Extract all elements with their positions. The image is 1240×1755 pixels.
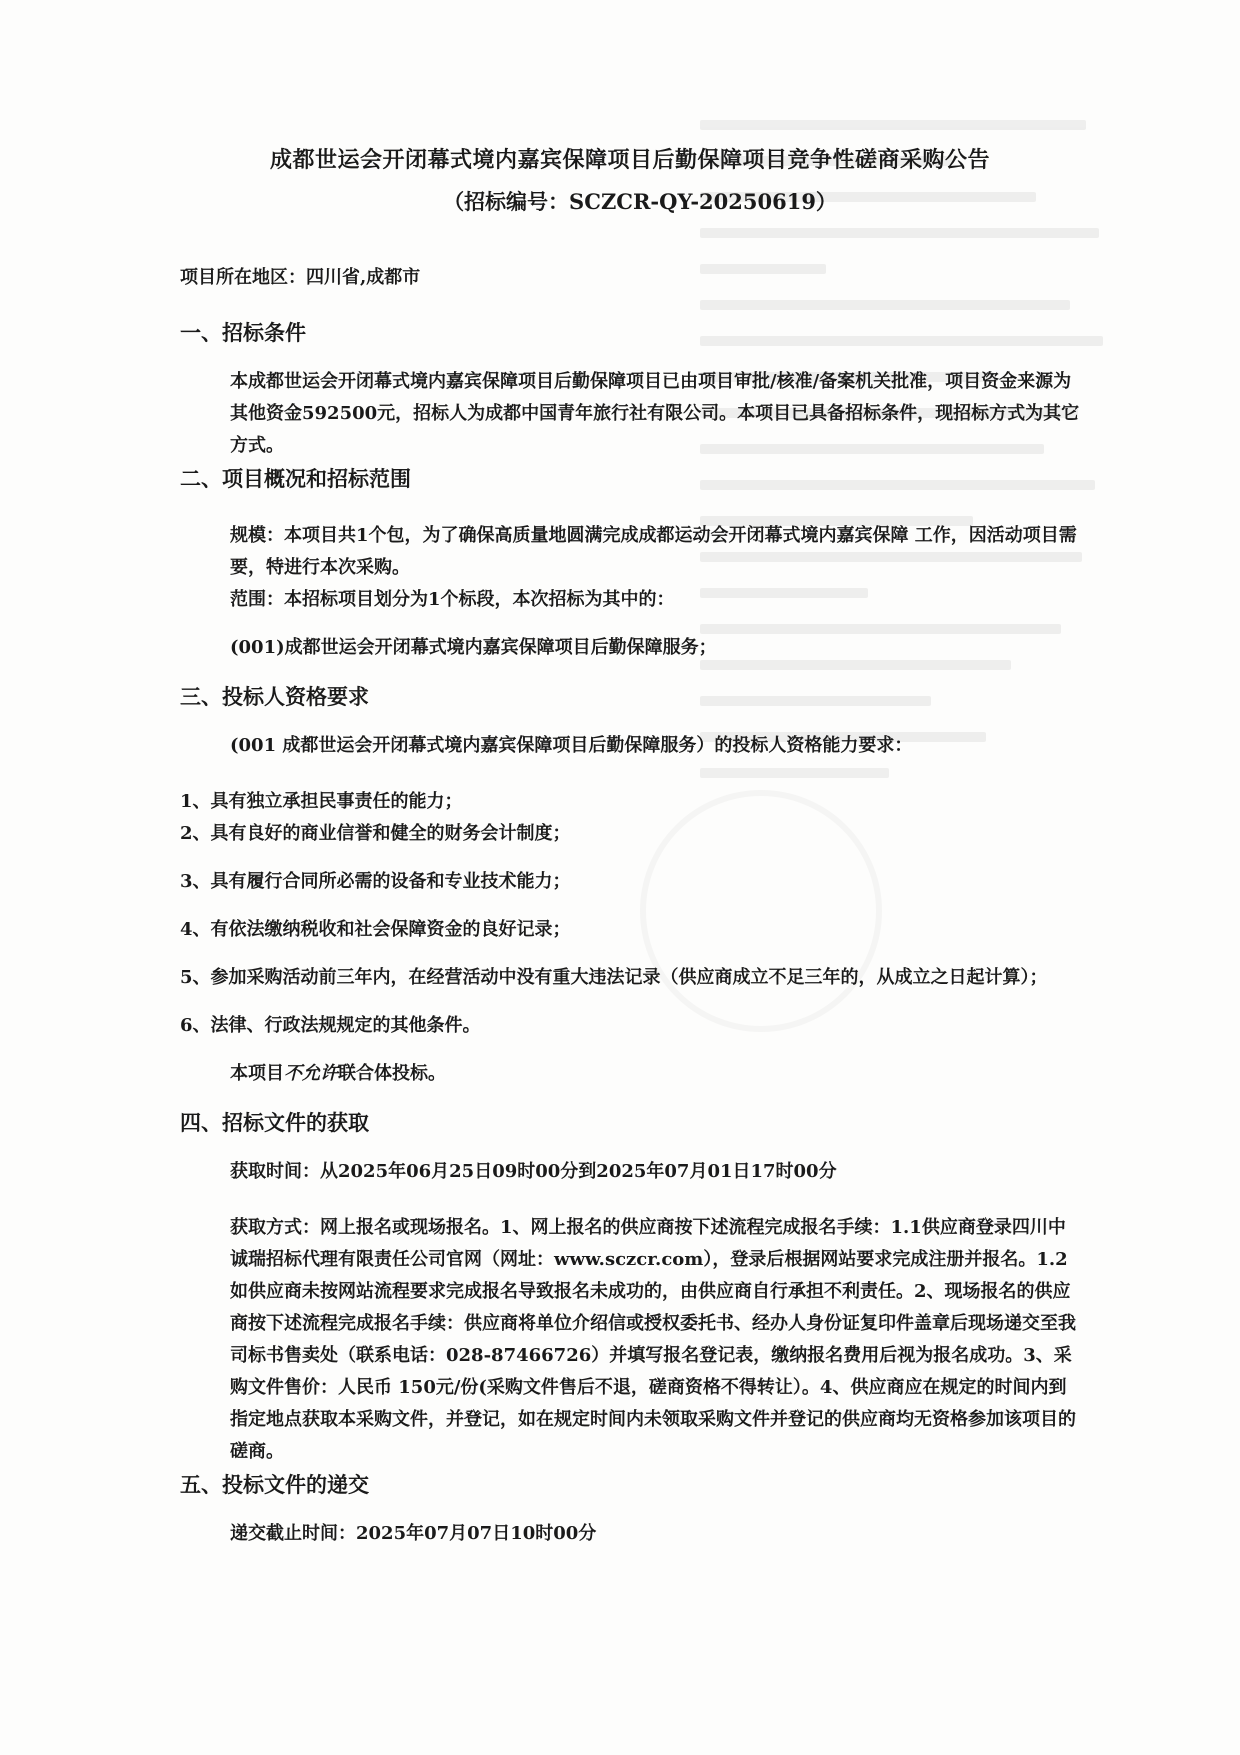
section-1-body: 本成都世运会开闭幕式境内嘉宾保障项目后勤保障项目已由项目审批/核准/备案机关批准，项目资金来源为其他资金592500元，招标人为成都中国青年旅行社有限公司。本项目已具备招标条件，现招标方式为其它方式。 xyxy=(230,371,1080,456)
requirement-item: 2、具有良好的商业信誉和健全的财务会计制度； xyxy=(180,823,571,844)
project-region: 项目所在地区：四川省,成都市 xyxy=(180,267,421,288)
section-2-scale: 规模：本项目共1个包，为了确保高质量地圆满完成成都运动会开闭幕式境内嘉宾保障 工作，因活动项目需要，特进行本次采购。 xyxy=(230,525,1077,578)
section-2-heading: 二、项目概况和招标范围 xyxy=(180,466,411,491)
consortium-post: 联合体投标。 xyxy=(338,1063,446,1084)
document-title: 成都世运会开闭幕式境内嘉宾保障项目后勤保障项目竞争性磋商采购公告 xyxy=(269,147,990,173)
requirement-item: 5、参加采购活动前三年内，在经营活动中没有重大违法记录（供应商成立不足三年的，从成立之日起计算）； xyxy=(180,967,1048,988)
section-2-lot: (001)成都世运会开闭幕式境内嘉宾保障项目后勤保障服务； xyxy=(230,637,717,658)
section-5-heading: 五、投标文件的递交 xyxy=(180,1472,369,1497)
section-4-heading: 四、招标文件的获取 xyxy=(180,1110,369,1135)
section-4-method: 获取方式：网上报名或现场报名。1、网上报名的供应商按下述流程完成报名手续：1.1供应商登录四川中诚瑞招标代理有限责任公司官网（网址：www.sczcr.com），登录后根据网站要求完成注册并报名。1.2 如供应商未按网站流程要求完成报名导致报名未成功的，由供应商自行承担不利责任。2、现场报名的供应商按下述流程完成报名手续：供应商将单位介绍信或授权委托书、经办人身份证复印件盖章后现场递交至我司标书售卖处（联系电话：028-87466726）并填写报名登记表，缴纳报名费用后视为报名成功。3、采购文件售价：人民币 150元/份(采购文件售后不退，磋商资格不得转让）。4、供应商应在规定的时间内到指定地点获取本采购文件，并登记，如在规定时间内未领取采购文件并登记的供应商均无资格参加该项目的磋商。 xyxy=(230,1217,1076,1462)
consortium-note xyxy=(180,1058,1080,1090)
consortium-emphasis: 不允许 xyxy=(284,1063,338,1084)
tender-code: （招标编号：SCZCR-QY-20250619） xyxy=(443,189,837,214)
requirement-item: 1、具有独立承担民事责任的能力； xyxy=(180,791,463,812)
section-2-scope: 范围：本招标项目划分为1个标段，本次招标为其中的： xyxy=(230,589,675,610)
requirement-item: 4、有依法缴纳税收和社会保障资金的良好记录； xyxy=(180,919,571,940)
requirement-item: 6、法律、行政法规规定的其他条件。 xyxy=(180,1015,481,1036)
consortium-pre: 本项目 xyxy=(230,1063,284,1084)
section-3-heading: 三、投标人资格要求 xyxy=(180,684,369,709)
requirement-item: 3、具有履行合同所必需的设备和专业技术能力； xyxy=(180,871,571,892)
section-5-deadline: 递交截止时间：2025年07月07日10时00分 xyxy=(230,1523,597,1544)
section-4-time: 获取时间：从2025年06月25日09时00分到2025年07月01日17时00分 xyxy=(230,1161,837,1182)
document-body xyxy=(180,140,1080,1550)
section-3-intro: (001 成都世运会开闭幕式境内嘉宾保障项目后勤保障服务）的投标人资格能力要求： xyxy=(230,735,913,756)
section-1-heading: 一、招标条件 xyxy=(180,320,306,345)
